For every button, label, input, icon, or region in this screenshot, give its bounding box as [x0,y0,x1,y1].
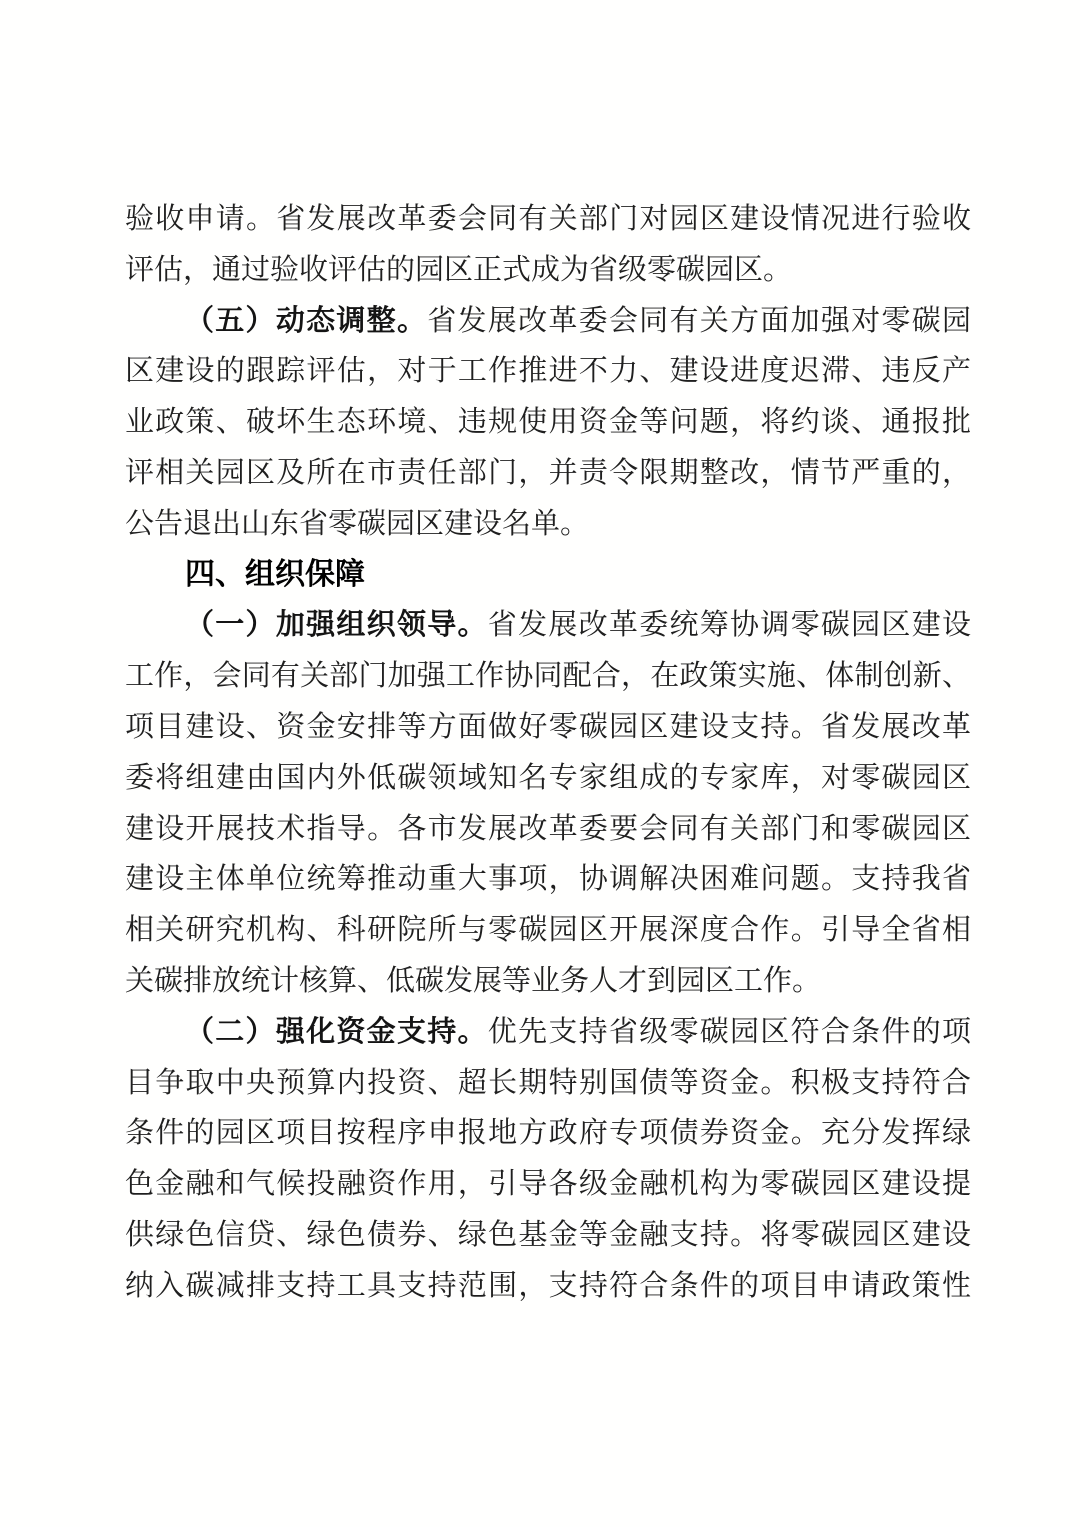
document-line [125,1210,971,1261]
document-line [125,956,971,1007]
document-line [125,905,971,956]
document-line [125,804,971,855]
document-line [125,194,971,245]
document-line [125,854,971,905]
line-text: 公告退出山东省零碳园区建设名单。 [125,507,590,540]
document-line [125,1058,971,1109]
line-text: 关碳排放统计核算、低碳发展等业务人才到园区工作。 [125,964,822,997]
line-text: 优先支持省级零碳园区符合条件的项 [487,1015,971,1048]
document-line [125,1108,971,1159]
document-line [125,296,971,347]
paragraph-lead-label: （二）强化资金支持。 [185,1015,488,1048]
line-text: 项目建设、资金安排等方面做好零碳园区建设支持。省发展改革 [125,710,971,743]
document-line [125,753,971,804]
document-line [125,651,971,702]
line-text: 相关研究机构、科研院所与零碳园区开展深度合作。引导全省相 [125,914,971,947]
line-text: 工作，会同有关部门加强工作协同配合，在政策实施、体制创新、 [125,660,971,693]
document-line [125,397,971,448]
line-text: 业政策、破坏生态环境、违规使用资金等问题，将约谈、通报批 [125,406,971,439]
line-text: 区建设的跟踪评估，对于工作推进不力、建设进度迟滞、违反产 [125,355,971,388]
line-text: 纳入碳减排支持工具支持范围，支持符合条件的项目申请政策性 [125,1269,971,1302]
line-text: 验收申请。省发展改革委会同有关部门对园区建设情况进行验收 [125,203,971,235]
line-text: 评相关园区及所在市责任部门，并责令限期整改，情节严重的， [125,456,971,489]
line-text: 色金融和气候投融资作用，引导各级金融机构为零碳园区建设提 [125,1168,971,1201]
line-text: 评估，通过验收评估的园区正式成为省级零碳园区。 [125,253,793,286]
document-line [125,1159,971,1210]
document-line [125,1007,971,1058]
document-line [125,499,971,550]
line-text: 目争取中央预算内投资、超长期特别国债等资金。积极支持符合 [125,1066,971,1099]
section-heading-text: 四、组织保障 [185,557,365,591]
line-text: 条件的园区项目按程序申报地方政府专项债券资金。充分发挥绿 [125,1117,971,1150]
line-text: 省发展改革委会同有关方面加强对零碳园 [427,304,971,337]
line-text: 建设主体单位统筹推动重大事项，协调解决困难问题。支持我省 [125,863,971,896]
line-text: 省发展改革委统筹协调零碳园区建设 [487,609,971,642]
line-text: 供绿色信贷、绿色债券、绿色基金等金融支持。将零碳园区建设 [125,1218,971,1251]
section-heading [125,550,971,601]
document-line [125,448,971,499]
document-line [125,1261,971,1312]
document-text-block [125,194,971,1312]
document-line [125,346,971,397]
line-text: 委将组建由国内外低碳领域知名专家组成的专家库，对零碳园区 [125,761,971,794]
line-text: 建设开展技术指导。各市发展改革委要会同有关部门和零碳园区 [125,812,971,845]
document-line [125,245,971,296]
paragraph-lead-label: （五）动态调整。 [185,304,428,337]
paragraph-lead-label: （一）加强组织领导。 [185,609,488,642]
document-line [125,702,971,753]
document-line [125,600,971,651]
